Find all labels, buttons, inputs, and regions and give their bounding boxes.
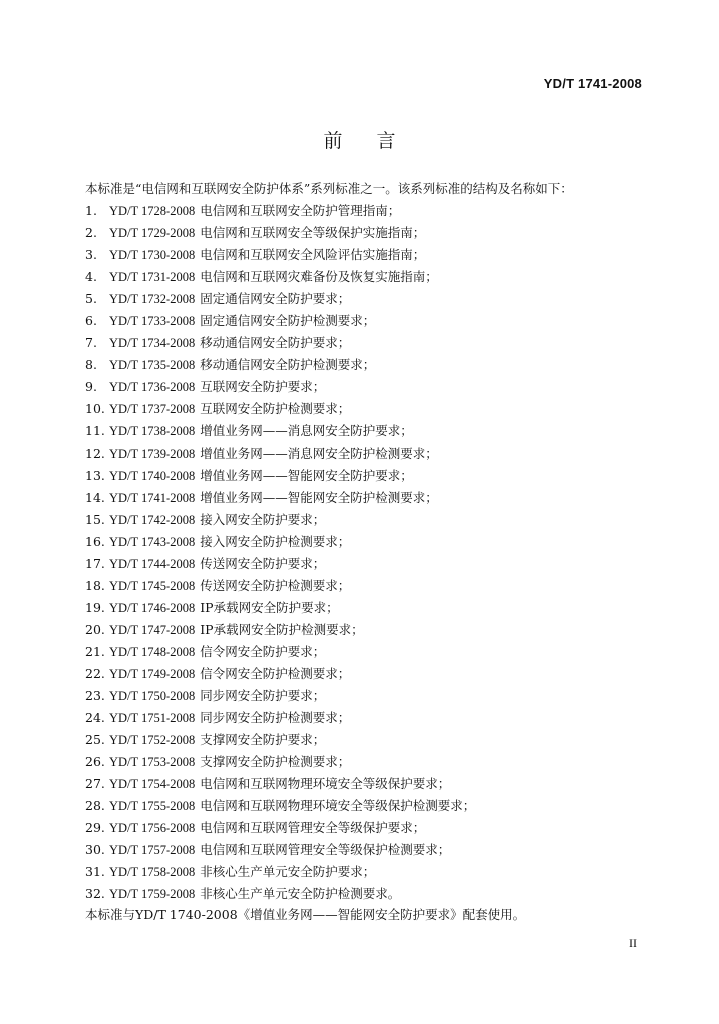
- item-number: 28.: [85, 798, 105, 814]
- item-number: 21.: [85, 643, 105, 659]
- list-item: [85, 266, 475, 288]
- list-item: [85, 443, 475, 465]
- list-item: [85, 244, 475, 266]
- item-number: 5.: [85, 291, 97, 307]
- standard-code: YD/T 1733-2008: [108, 314, 196, 329]
- list-item: [85, 575, 475, 597]
- standard-code: YD/T 1728-2008: [108, 204, 196, 218]
- standard-name: 增值业务网——消息网安全防护检测要求；: [200, 445, 438, 461]
- standard-name: 接入网安全防护检测要求；: [200, 533, 351, 549]
- list-item: [85, 729, 475, 751]
- standard-code: YD/T 1731-2008: [108, 270, 196, 285]
- list-item: [85, 707, 475, 729]
- list-item: [85, 861, 475, 883]
- standard-name: 信令网安全防护检测要求；: [200, 665, 351, 681]
- standard-code: YD/T 1744-2008: [108, 556, 196, 571]
- item-number: 4.: [85, 269, 97, 285]
- item-number: 32.: [85, 886, 105, 902]
- item-number: 7.: [85, 335, 97, 351]
- standard-code: YD/T 1740-2008: [108, 468, 196, 483]
- list-item: [85, 751, 475, 773]
- standard-code: YD/T 1735-2008: [108, 358, 196, 373]
- item-number: 6.: [85, 313, 97, 329]
- list-item: [85, 597, 475, 619]
- closing-paragraph: 本标准与YD/T 1740-2008《增值业务网——智能网安全防护要求》配套使用。: [85, 907, 526, 922]
- standard-code: YD/T 1759-2008: [108, 887, 196, 902]
- standard-code: YD/T 1758-2008: [108, 865, 196, 880]
- item-number: 1.: [85, 203, 97, 218]
- item-number: 20.: [85, 621, 105, 637]
- list-item: [85, 376, 475, 398]
- list-item: [85, 641, 475, 663]
- standard-name: 增值业务网——消息网安全防护要求；: [200, 423, 413, 439]
- standard-name: IP承载网安全防护要求；: [200, 599, 339, 615]
- item-number: 19.: [85, 599, 105, 615]
- standard-code: YD/T 1742-2008: [108, 512, 196, 527]
- standard-code: YD/T 1734-2008: [108, 336, 196, 351]
- list-item: [85, 619, 475, 641]
- list-item: [85, 685, 475, 707]
- standard-code: YD/T 1751-2008: [108, 711, 196, 726]
- list-item: [85, 839, 475, 861]
- standard-name: IP承载网安全防护检测要求；: [200, 621, 364, 637]
- item-number: 2.: [85, 225, 97, 241]
- item-number: 11.: [85, 423, 105, 439]
- item-number: 14.: [85, 489, 105, 505]
- standard-code: YD/T 1750-2008: [108, 689, 196, 704]
- list-item: [85, 795, 475, 817]
- standard-code: YD/T 1738-2008: [108, 424, 196, 439]
- standard-name: 电信网和互联网管理安全等级保护要求；: [200, 820, 426, 836]
- standard-name: 移动通信网安全防护检测要求；: [200, 357, 376, 373]
- item-number: 26.: [85, 754, 105, 770]
- standard-name: 电信网和互联网物理环境安全等级保护检测要求；: [200, 798, 476, 814]
- standard-name: 互联网安全防护要求；: [200, 379, 326, 395]
- list-item: [85, 817, 475, 839]
- standard-name: 增值业务网——智能网安全防护检测要求；: [200, 489, 438, 505]
- standard-code: YD/T 1730-2008: [108, 248, 196, 263]
- standard-name: 非核心生产单元安全防护要求；: [200, 864, 376, 880]
- item-number: 30.: [85, 842, 105, 858]
- item-number: 23.: [85, 688, 105, 704]
- standard-code: YD/T 1755-2008: [108, 799, 196, 814]
- standard-name: 固定通信网安全防护要求；: [200, 291, 351, 307]
- list-item: [85, 465, 475, 487]
- standard-name: 传送网安全防护检测要求；: [200, 577, 351, 593]
- list-item: [85, 531, 475, 553]
- item-number: 8.: [85, 357, 97, 373]
- standard-code: YD/T 1743-2008: [108, 534, 196, 549]
- item-number: 31.: [85, 864, 105, 880]
- standard-name: 传送网安全防护要求；: [200, 555, 326, 571]
- list-item: [85, 222, 475, 244]
- standard-name: 增值业务网——智能网安全防护要求；: [200, 467, 413, 483]
- standard-name: 电信网和互联网安全等级保护实施指南；: [200, 225, 426, 241]
- standard-code: YD/T 1741-2008: [108, 490, 196, 505]
- list-item: [85, 420, 475, 442]
- list-item: [85, 509, 475, 531]
- item-number: 13.: [85, 467, 105, 483]
- item-number: 9.: [85, 379, 97, 395]
- item-number: 22.: [85, 665, 105, 681]
- standard-name: 电信网和互联网灾难备份及恢复实施指南；: [200, 269, 438, 285]
- item-number: 17.: [85, 555, 105, 571]
- standard-code: YD/T 1737-2008: [108, 402, 196, 417]
- standard-code: YD/T 1754-2008: [108, 777, 196, 792]
- standard-name: 固定通信网安全防护检测要求；: [200, 313, 376, 329]
- list-item: [85, 398, 475, 420]
- standard-code: YD/T 1749-2008: [108, 666, 196, 681]
- standard-code: YD/T 1753-2008: [108, 755, 196, 770]
- item-number: 29.: [85, 820, 105, 836]
- list-item: [85, 310, 475, 332]
- standard-name: 支撑网安全防护要求；: [200, 732, 326, 748]
- list-item: [85, 773, 475, 795]
- item-number: 15.: [85, 511, 105, 527]
- list-item: [85, 883, 475, 905]
- standard-code: YD/T 1732-2008: [108, 292, 196, 307]
- standard-name: 非核心生产单元安全防护检测要求。: [200, 886, 401, 902]
- standard-code: YD/T 1736-2008: [108, 380, 196, 395]
- standard-code: YD/T 1729-2008: [108, 226, 196, 241]
- item-number: 3.: [85, 247, 97, 263]
- standard-code: YD/T 1757-2008: [108, 843, 196, 858]
- item-number: 24.: [85, 710, 105, 726]
- item-number: 12.: [85, 445, 105, 461]
- standard-code: YD/T 1756-2008: [108, 821, 196, 836]
- page-title: 前言: [323, 130, 430, 152]
- standard-name: 同步网安全防护检测要求；: [200, 710, 351, 726]
- standard-name: 电信网和互联网安全风险评估实施指南；: [200, 247, 426, 263]
- list-item: [85, 487, 475, 509]
- item-number: 16.: [85, 533, 105, 549]
- intro-paragraph: 本标准是“电信网和互联网安全防护体系”系列标准之一。该系列标准的结构及名称如下：: [85, 181, 573, 196]
- standard-code: YD/T 1745-2008: [108, 578, 196, 593]
- standard-code: YD/T 1747-2008: [108, 622, 196, 637]
- standard-name: 信令网安全防护要求；: [200, 643, 326, 659]
- standard-code: YD/T 1739-2008: [108, 446, 196, 461]
- standard-name: 支撑网安全防护检测要求；: [200, 754, 351, 770]
- list-item: [85, 354, 475, 376]
- standard-code: YD/T 1746-2008: [108, 600, 196, 615]
- list-item: [85, 332, 475, 354]
- item-number: 27.: [85, 776, 105, 792]
- standard-name: 电信网和互联网安全防护管理指南；: [200, 203, 401, 218]
- document-code: YD/T 1741-2008: [543, 76, 642, 91]
- standards-list: [85, 200, 475, 906]
- list-item: [85, 553, 475, 575]
- list-item: [85, 288, 475, 310]
- list-item: [85, 663, 475, 685]
- standard-code: YD/T 1748-2008: [108, 644, 196, 659]
- standard-name: 互联网安全防护检测要求；: [200, 401, 351, 417]
- item-number: 18.: [85, 577, 105, 593]
- list-item: [85, 200, 475, 222]
- standard-name: 接入网安全防护要求；: [200, 511, 326, 527]
- standard-name: 电信网和互联网管理安全等级保护检测要求；: [200, 842, 451, 858]
- standard-code: YD/T 1752-2008: [108, 733, 196, 748]
- item-number: 10.: [85, 401, 105, 417]
- item-number: 25.: [85, 732, 105, 748]
- page-number: II: [629, 936, 637, 950]
- standard-name: 电信网和互联网物理环境安全等级保护要求；: [200, 776, 451, 792]
- standard-name: 同步网安全防护要求；: [200, 688, 326, 704]
- standard-name: 移动通信网安全防护要求；: [200, 335, 351, 351]
